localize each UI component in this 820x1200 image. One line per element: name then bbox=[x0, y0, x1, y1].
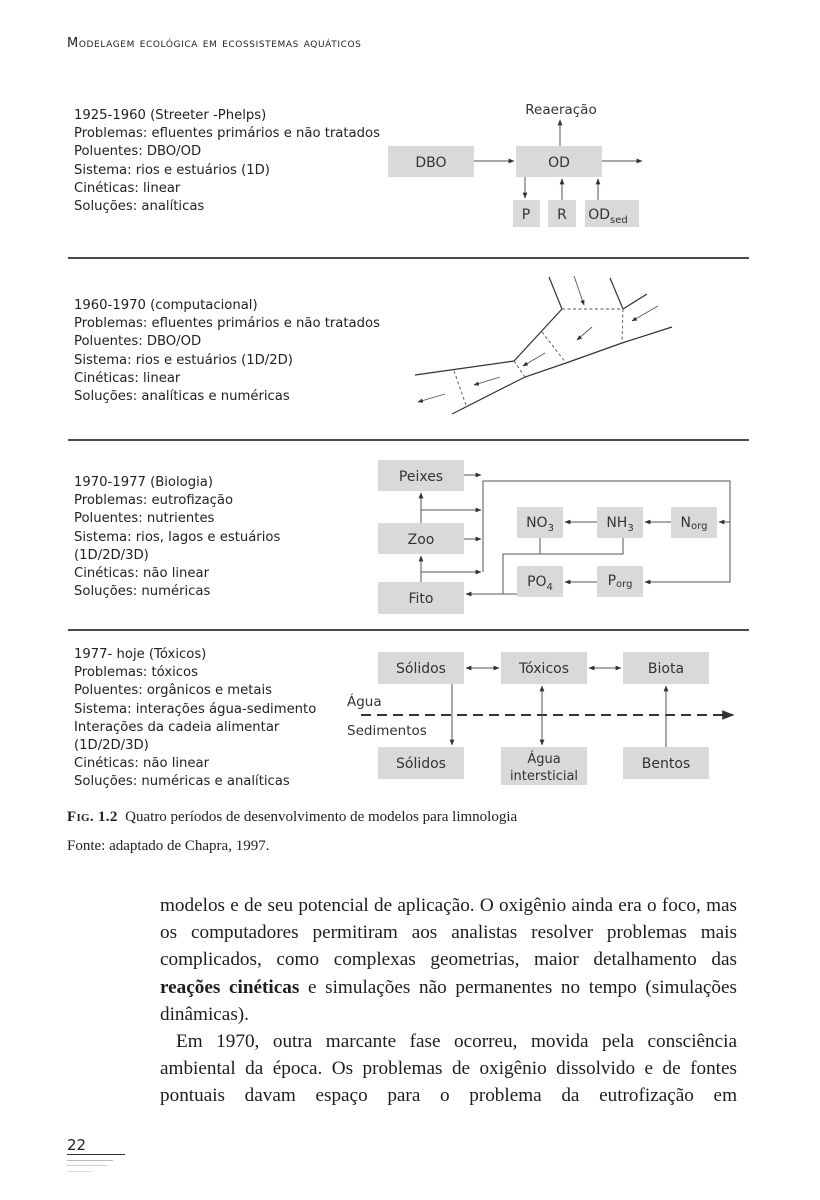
flow-arrow bbox=[577, 327, 592, 340]
segment-boundary bbox=[622, 309, 623, 343]
reaeration-label: Reaeração bbox=[525, 102, 597, 118]
diagram-biology bbox=[378, 460, 730, 614]
period-4-line: Soluções: numéricas e analíticas bbox=[74, 774, 290, 790]
figure-source: Fonte: adaptado de Chapra, 1997. bbox=[67, 838, 270, 854]
segment-boundary bbox=[454, 371, 466, 405]
flow-arrow bbox=[574, 276, 584, 305]
period-1-line: Cinéticas: linear bbox=[74, 180, 181, 196]
box-po4-label: $PO_4$ bbox=[527, 574, 553, 593]
box-no3-label: $NO_3$ bbox=[526, 515, 554, 534]
segment-boundary bbox=[514, 361, 525, 377]
box-zoo-label: Zoo bbox=[407, 532, 435, 548]
river-bank-tributary bbox=[610, 278, 647, 309]
box-agua-intersticial-label-2: intersticial bbox=[509, 769, 579, 784]
page-number: 22 bbox=[67, 1136, 87, 1154]
paragraph-text: modelos e de seu potencial de aplicação. O oxigênio ainda era o foco, mas os computadores permitiram aos analistas resolver problemas mais complicados, como complexas geometrias, maior detalhamento das bbox=[160, 895, 737, 971]
period-3-title: 1970-1977 (Biologia) bbox=[74, 475, 213, 490]
segment-boundary bbox=[542, 332, 566, 363]
box-fito-label: Fito bbox=[408, 591, 434, 607]
period-1-line: Problemas: efluentes primários e não tratados bbox=[74, 126, 380, 142]
box-porg-label: Porg bbox=[607, 573, 633, 590]
flow-arrow bbox=[632, 306, 658, 321]
river-bank-upper bbox=[415, 277, 562, 375]
body-text bbox=[160, 892, 737, 1110]
box-od-sed-label: $OD_{sed}$ bbox=[588, 207, 628, 226]
paragraph-text: e simulações não permanentes no tempo (simulações dinâmicas). bbox=[160, 976, 737, 1025]
flow-arrow bbox=[418, 394, 445, 402]
page-number-rule bbox=[67, 1154, 125, 1155]
figure-caption-text: Quatro períodos de desenvolvimento de modelos para limnologia bbox=[125, 809, 518, 825]
decorative-rule bbox=[67, 1160, 113, 1161]
period-1-line: Poluentes: DBO/OD bbox=[74, 144, 202, 160]
decorative-rule bbox=[67, 1165, 107, 1166]
box-agua-intersticial-label-1: Água bbox=[527, 752, 561, 767]
diagram-streeter-phelps bbox=[388, 102, 642, 227]
box-solidos-water-label: Sólidos bbox=[396, 661, 446, 677]
period-4-line: Poluentes: orgânicos e metais bbox=[74, 683, 272, 699]
period-4-title: 1977- hoje (Tóxicos) bbox=[74, 647, 207, 662]
period-1-line: Soluções: analíticas bbox=[74, 199, 205, 215]
flow-arrow bbox=[523, 353, 545, 366]
paragraph bbox=[160, 892, 737, 1028]
line-nh3-to-fito bbox=[540, 538, 623, 554]
running-header: Modelagem ecológica em ecossistemas aquáticos bbox=[67, 36, 362, 51]
period-4-line: (1D/2D/3D) bbox=[74, 738, 149, 754]
bold-term: reações cinéticas bbox=[160, 976, 300, 998]
period-3-line: Cinéticas: não linear bbox=[74, 566, 210, 582]
period-2-line: Cinéticas: linear bbox=[74, 370, 181, 386]
paragraph: Em 1970, outra marcante fase ocorreu, movida pela consciência ambiental da época. Os problemas de oxigênio dissolvido e de fontes pontuais davam espaço para o problema da eutrofização em bbox=[160, 1031, 737, 1107]
period-4-line: Interações da cadeia alimentar bbox=[74, 719, 280, 735]
water-label: Água bbox=[347, 694, 382, 710]
figure-label: Fig. 1.2 bbox=[67, 809, 118, 825]
figure-caption bbox=[67, 809, 517, 826]
period-2-title: 1960-1970 (computacional) bbox=[74, 298, 258, 313]
period-3-line: Soluções: numéricas bbox=[74, 584, 211, 600]
period-2-line: Poluentes: DBO/OD bbox=[74, 334, 202, 350]
box-bentos-label: Bentos bbox=[641, 756, 691, 772]
decorative-rule bbox=[67, 1171, 91, 1172]
box-norg-label: Norg bbox=[680, 515, 708, 532]
period-1-title: 1925-1960 (Streeter -Phelps) bbox=[74, 108, 267, 123]
box-peixes-label: Peixes bbox=[398, 469, 444, 485]
flow-arrow bbox=[474, 377, 500, 385]
box-solidos-sediment-label: Sólidos bbox=[396, 756, 446, 772]
river-bank-lower bbox=[452, 327, 672, 414]
period-1-line: Sistema: rios e estuários (1D) bbox=[74, 162, 270, 178]
diagram-toxics bbox=[347, 652, 733, 785]
box-r-label: R bbox=[557, 207, 567, 223]
box-biota-label: Biota bbox=[647, 661, 685, 677]
sediments-label: Sedimentos bbox=[347, 723, 427, 739]
period-3-line: (1D/2D/3D) bbox=[74, 547, 149, 563]
period-3-line: Problemas: eutrofização bbox=[74, 493, 234, 509]
period-3-line: Sistema: rios, lagos e estuários bbox=[74, 529, 281, 545]
period-2-line: Problemas: efluentes primários e não tratados bbox=[74, 316, 380, 332]
box-toxicos-label: Tóxicos bbox=[518, 661, 570, 677]
period-3-line: Poluentes: nutrientes bbox=[74, 511, 215, 527]
box-od-label: OD bbox=[548, 155, 570, 171]
period-4-line: Cinéticas: não linear bbox=[74, 756, 210, 772]
box-p-label: P bbox=[521, 207, 531, 223]
period-4-line: Problemas: tóxicos bbox=[74, 665, 198, 681]
period-4-line: Sistema: interações água-sedimento bbox=[74, 701, 317, 717]
box-nh3-label: $NH_3$ bbox=[606, 515, 634, 534]
period-2-line: Soluções: analíticas e numéricas bbox=[74, 389, 290, 405]
period-2-line: Sistema: rios e estuários (1D/2D) bbox=[74, 352, 293, 368]
box-dbo-label: DBO bbox=[415, 155, 447, 171]
diagram-river-segments bbox=[415, 276, 672, 414]
